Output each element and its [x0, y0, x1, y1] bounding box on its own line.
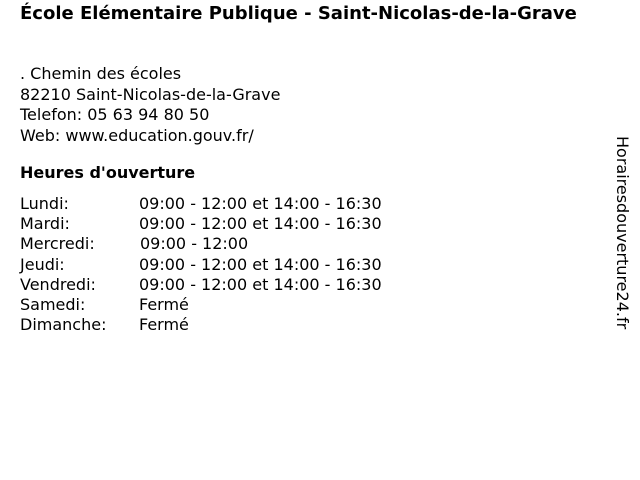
time-value: 09:00 - 12:00 et 14:00 - 16:30 [139, 214, 382, 234]
address-block [20, 64, 280, 146]
hours-row-tuesday [20, 214, 382, 234]
page-title: École Elémentaire Publique - Saint-Nicolas-de-la-Grave [20, 3, 577, 24]
website: Web: www.education.gouv.fr/ [20, 125, 254, 145]
day-label: Dimanche: [20, 315, 107, 335]
time-value: 09:00 - 12:00 et 14:00 - 16:30 [139, 194, 382, 213]
site-watermark: Horairesdouverture24.fr [613, 136, 632, 330]
address-street: . Chemin des écoles [20, 64, 182, 83]
time-value: 09:00 - 12:00 et 14:00 - 16:30 [139, 254, 382, 274]
time-value: Fermé [139, 294, 189, 314]
address-city: 82210 Saint-Nicolas-de-la-Grave [20, 84, 281, 104]
hours-row-monday [20, 194, 382, 214]
time-value: Fermé [139, 315, 189, 335]
hours-row-friday [20, 274, 382, 295]
hours-heading: Heures d'ouverture [20, 163, 196, 182]
phone-number: Telefon: 05 63 94 80 50 [20, 105, 210, 124]
day-label: Jeudi: [20, 254, 65, 274]
day-label: Samedi: [20, 294, 86, 314]
time-value: 09:00 - 12:00 [140, 234, 249, 254]
opening-hours-list [20, 194, 382, 335]
hours-row-thursday [20, 254, 382, 275]
hours-row-sunday [20, 315, 189, 335]
day-label: Mercredi: [20, 234, 95, 254]
hours-row-wednesday [20, 234, 249, 254]
day-label: Vendredi: [20, 274, 96, 294]
day-label: Lundi: [20, 194, 69, 213]
time-value: 09:00 - 12:00 et 14:00 - 16:30 [139, 274, 382, 294]
day-label: Mardi: [20, 214, 70, 234]
hours-row-saturday [20, 294, 189, 315]
